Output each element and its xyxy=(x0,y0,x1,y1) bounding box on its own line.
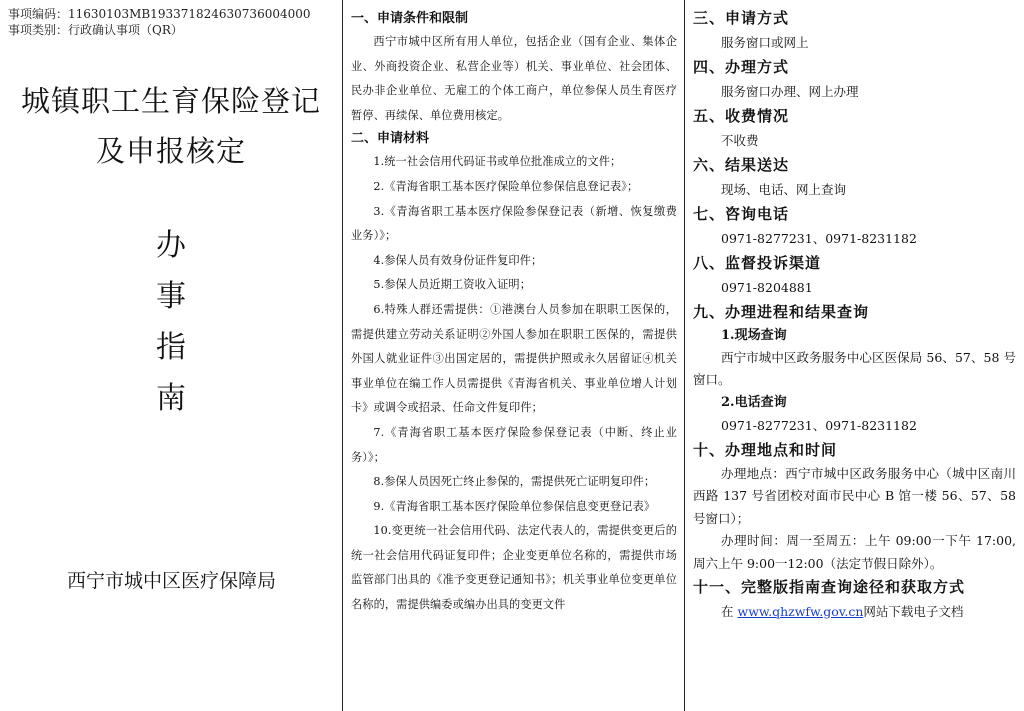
guide-char: 办 xyxy=(156,228,186,263)
cover-column xyxy=(0,0,343,711)
section-heading-progress-query: 九、办理进程和结果查询 xyxy=(693,303,870,321)
hours-text: 办理时间：周一至周五：上午 09:00一下午 17:00, 周六上午 9:00一12:00（法定节假日除外）。 xyxy=(693,533,1016,571)
section-heading-fees: 五、收费情况 xyxy=(693,107,790,125)
guide-vertical-title xyxy=(0,220,342,424)
onsite-query-label: 1.现场查询 xyxy=(721,327,787,343)
full-guide-suffix: 网站下载电子文档 xyxy=(863,603,964,619)
result-delivery-value: 现场、电话、网上查询 xyxy=(721,181,847,197)
section-heading-consult-phone: 七、咨询电话 xyxy=(693,205,790,223)
phone-query-label: 2.电话查询 xyxy=(721,394,787,410)
item-meta xyxy=(0,0,342,38)
guide-char: 南 xyxy=(156,381,186,416)
material-item: 2.《青海省职工基本医疗保险单位参保信息登记表》； xyxy=(373,179,639,193)
conditions-materials-column xyxy=(343,0,685,711)
process-info-column xyxy=(685,0,1024,711)
material-item: 7.《青海省职工基本医疗保险参保登记表（中断、终止业务）》； xyxy=(351,425,677,464)
section-heading-handling-method: 四、办理方式 xyxy=(693,58,790,76)
material-item: 8.参保人员因死亡终止参保的，需提供死亡证明复印件； xyxy=(373,475,656,489)
handling-method-value: 服务窗口办理、网上办理 xyxy=(721,83,859,99)
guide-char: 事 xyxy=(156,279,186,314)
material-item: 3.《青海省职工基本医疗保险参保登记表（新增、恢复缴费业务）》； xyxy=(351,204,677,243)
section-heading-apply-method: 三、申请方式 xyxy=(693,9,790,27)
title-line-1: 城镇职工生育保险登记 xyxy=(20,84,321,118)
document-title xyxy=(0,76,342,176)
material-item: 10.变更统一社会信用代码、法定代表人的，需提供变更后的统一社会信用代码证复印件；企业变更单位名称的，需提供市场监管部门出具的《准予变更登记通知书》；机关事业单位变更单位名称的，需提供编委或编办出具的变更文件 xyxy=(351,524,677,612)
materials-list xyxy=(351,150,677,617)
conditions-text: 西宁市城中区所有用人单位，包括企业（国有企业、集体企业、外商投资企业、私营企业等）机关、事业单位、社会团体、民办非企业单位、无雇工的个体工商户，单位参保人员生育医疗暂停、再续保、单位费用核定。 xyxy=(351,35,677,122)
material-item: 5.参保人员近期工资收入证明； xyxy=(373,278,532,292)
location-text: 办理地点：西宁市城中区政务服务中心（城中区南川西路 137 号省团校对面市民中心 B 馆一楼 56、57、58 号窗口）； xyxy=(693,465,1016,526)
section-heading-conditions: 一、申请条件和限制 xyxy=(351,11,469,26)
full-guide-line xyxy=(693,600,1016,625)
material-item: 1.统一社会信用代码证书或单位批准成立的文件； xyxy=(373,155,622,169)
item-type: 事项类别：行政确认事项（QR） xyxy=(8,23,183,37)
complaint-phone-value: 0971-8204881 xyxy=(721,279,813,295)
title-line-2: 及申报核定 xyxy=(95,134,246,168)
section-heading-result-delivery: 六、结果送达 xyxy=(693,156,790,174)
section-heading-full-guide: 十一、完整版指南查询途径和获取方式 xyxy=(693,578,966,596)
guide-char: 指 xyxy=(156,330,186,365)
material-item: 6.特殊人群还需提供：①港澳台人员参加在职职工医保的，需提供建立劳动关系证明②外国人参加在职职工医保的，需提供外国人就业证件③出国定居的，需提供护照或永久居留证④机关事业单位在编工作人员需提供《青海省机关、事业单位增人计划卡》或调令或招录、任命文件复印件； xyxy=(351,302,677,415)
phone-query-value: 0971-8277231、0971-8231182 xyxy=(721,417,917,433)
item-code: 事项编码：11630103MB19337182463073600400​0 xyxy=(8,7,311,21)
onsite-query-text: 西宁市城中区政务服务中心区医保局 56、57、58 号窗口。 xyxy=(693,349,1016,387)
apply-method-value: 服务窗口或网上 xyxy=(721,34,809,50)
full-guide-prefix: 在 xyxy=(721,603,734,619)
section-heading-complaint: 八、监督投诉渠道 xyxy=(693,254,822,272)
website-link[interactable]: www.qhzwfw.gov.cn xyxy=(737,603,864,619)
material-item: 4.参保人员有效身份证件复印件； xyxy=(373,253,543,267)
issuing-agency: 西宁市城中区医疗保障局 xyxy=(66,570,276,592)
fees-value: 不收费 xyxy=(721,132,759,148)
section-heading-materials: 二、申请材料 xyxy=(351,131,430,147)
material-item: 9.《青海省职工基本医疗保险单位参保信息变更登记表》 xyxy=(373,499,656,513)
section-heading-location-time: 十、办理地点和时间 xyxy=(693,441,838,459)
consult-phone-value: 0971-8277231、0971-8231182 xyxy=(721,230,917,246)
